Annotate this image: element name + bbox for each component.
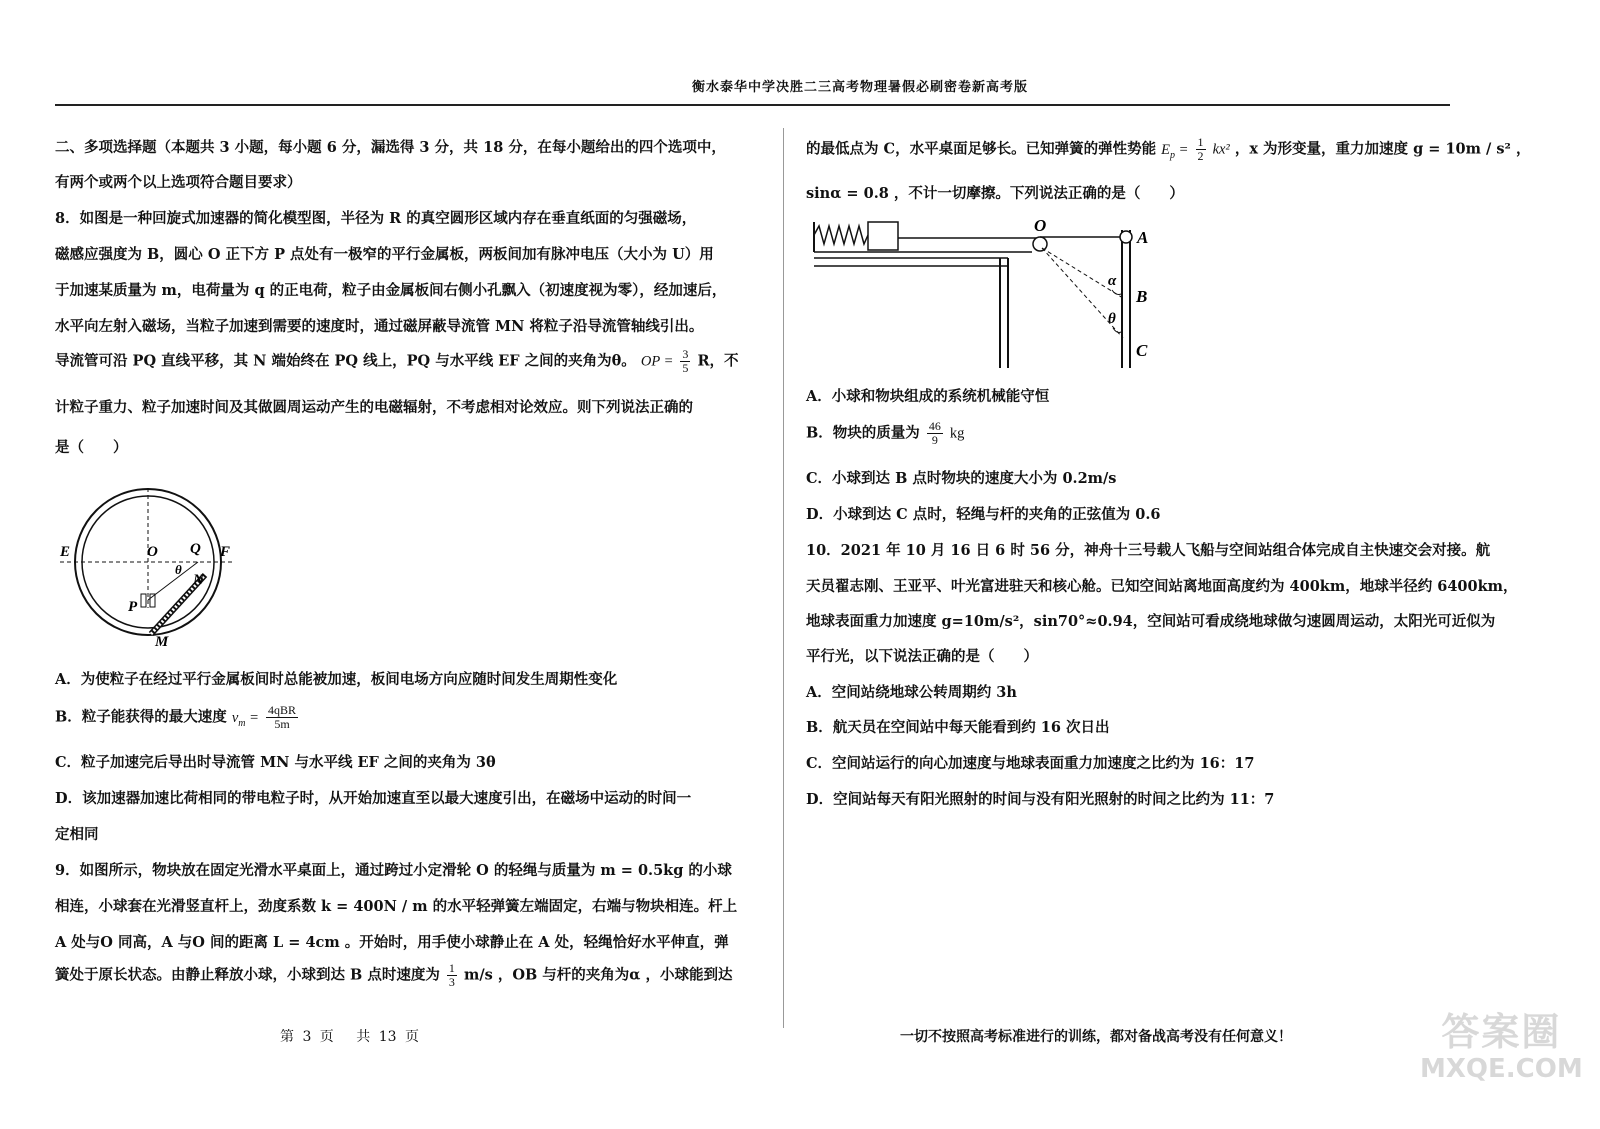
q9-line4 bbox=[55, 962, 732, 989]
q9-mass-fraction bbox=[927, 420, 943, 447]
q8-option-d-line1: D．该加速器加速比荷相同的带电粒子时，从开始加速直至以最大速度引出，在磁场中运动的时间一 bbox=[55, 790, 692, 807]
q8-line2: 磁感应强度为 B，圆心 O 正下方 P 点处有一极窄的平行金属板，两板间加有脉冲电压（大小为 U）用 bbox=[55, 246, 714, 263]
q8-vm-v: v bbox=[231, 709, 239, 726]
q9-mass-den: 9 bbox=[931, 433, 938, 447]
q8-vm-sub: m bbox=[238, 717, 246, 729]
q9-option-b bbox=[806, 420, 964, 447]
q8-vm-fraction bbox=[266, 704, 298, 731]
q8-figure bbox=[55, 480, 255, 655]
q8-label-f: F bbox=[220, 544, 231, 560]
q8-label-p: P bbox=[128, 599, 138, 615]
q9-ep-num: 1 bbox=[1197, 135, 1204, 149]
q9-vb-den: 3 bbox=[448, 975, 455, 989]
q8-label-n: N bbox=[193, 572, 204, 588]
column-divider bbox=[783, 128, 784, 1028]
section-title-line2: 有两个或两个以上选项符合题目要求） bbox=[55, 174, 302, 191]
q8-plate-left bbox=[141, 594, 146, 607]
q9-option-c: C．小球到达 B 点时物块的速度大小为 0.2m/s bbox=[806, 470, 1117, 487]
q10-line1: 10．2021 年 10 月 16 日 6 时 56 分，神舟十三号载人飞船与空间站组合体完成自主快速交会对接。航 bbox=[806, 542, 1491, 559]
q8-line5-tail: R，不 bbox=[697, 352, 739, 370]
q9-option-a: A．小球和物块组成的系统机械能守恒 bbox=[806, 388, 1050, 405]
q9-label-alpha: α bbox=[1108, 273, 1117, 289]
q8-vm-symbol bbox=[231, 709, 259, 729]
q8-line5 bbox=[55, 348, 739, 375]
q8-option-a: A．为使粒子在经过平行金属板间时总能被加速，板间电场方向应随时间发生周期性变化 bbox=[55, 671, 618, 688]
q8-line3: 于加速某质量为 m，电荷量为 q 的正电荷，粒子由金属板间右侧小孔飘入（初速度视为零），经加速后， bbox=[55, 282, 727, 299]
q10-option-a: A．空间站绕地球公转周期约 3h bbox=[806, 684, 1017, 701]
q8-op-den: 5 bbox=[682, 361, 689, 375]
q9-figure bbox=[810, 210, 1170, 380]
q9-block bbox=[868, 222, 898, 250]
q10-option-b: B．航天员在空间站中每天能看到约 16 次日出 bbox=[806, 719, 1110, 736]
q9-ep-sub: p bbox=[1170, 149, 1176, 161]
q9-right-line1 bbox=[806, 136, 1530, 163]
q8-line1: 8．如图是一种回旋式加速器的简化模型图，半径为 R 的真空圆形区域内存在垂直纸面的匀强磁场， bbox=[55, 210, 697, 227]
q8-option-c: C．粒子加速完后导出时导流管 MN 与水平线 EF 之间的夹角为 3θ bbox=[55, 754, 496, 771]
q10-line2: 天员翟志刚、王亚平、叶光富进驻天和核心舱。已知空间站离地面高度约为 400km，地球半径约 6400km， bbox=[806, 578, 1518, 595]
q9-line2: 相连，小球套在光滑竖直杆上，劲度系数 k = 400N / m 的水平轻弹簧左端固定，右端与物块相连。杆上 bbox=[55, 898, 738, 915]
q9-line4-text: 簧处于原长状态。由静止释放小球，小球到达 B 点时速度为 bbox=[55, 966, 440, 984]
q9-ep-eq: = bbox=[1175, 141, 1189, 158]
q9-r1-text: 的最低点为 C，水平桌面足够长。已知弹簧的弹性势能 bbox=[806, 140, 1157, 158]
watermark-top: 答案圈 bbox=[1441, 1010, 1562, 1054]
q9-option-b-text: B．物块的质量为 bbox=[806, 424, 920, 442]
q8-label-theta: θ bbox=[175, 562, 182, 577]
q9-mass-num: 46 bbox=[928, 419, 941, 433]
q9-ep-den: 2 bbox=[1197, 149, 1204, 163]
page-header-title: 衡水泰华中学决胜二三高考物理暑假必刷密卷新高考版 bbox=[691, 80, 1028, 95]
q9-label-a: A bbox=[1137, 228, 1149, 247]
q9-label-o: O bbox=[1034, 216, 1047, 235]
q9-vb-fraction bbox=[447, 962, 457, 989]
q9-pulley-o bbox=[1033, 237, 1047, 251]
q8-line7: 是（ ） bbox=[55, 439, 128, 456]
section-title-line1: 二、多项选择题（本题共 3 小题，每小题 6 分，漏选得 3 分，共 18 分，在每小题给出的四个选项中， bbox=[55, 139, 726, 156]
q9-label-b: B bbox=[1136, 287, 1148, 306]
q9-option-d: D．小球到达 C 点时，轻绳与杆的夹角的正弦值为 0.6 bbox=[806, 506, 1161, 523]
q8-line6: 计粒子重力、粒子加速时间及其做圆周运动产生的电磁辐射，不考虑相对论效应。则下列说法正确的 bbox=[55, 399, 693, 416]
q9-r1-tail: ，x 为形变量，重力加速度 g = 10m / s² ， bbox=[1234, 140, 1531, 158]
q9-ep-kx: kx² bbox=[1212, 141, 1230, 158]
q8-op-fraction bbox=[680, 348, 690, 375]
footer-motto: 一切不按照高考标准进行的训练，都对备战高考没有任何意义！ bbox=[900, 1029, 1292, 1045]
q9-label-c: C bbox=[1136, 341, 1148, 360]
watermark-logo bbox=[1420, 1010, 1583, 1084]
q9-vb-num: 1 bbox=[448, 961, 455, 975]
q8-option-b bbox=[55, 704, 300, 731]
header-rule bbox=[55, 104, 1450, 106]
q8-op-symbol: OP = bbox=[640, 353, 674, 370]
q8-op-num: 3 bbox=[682, 347, 689, 361]
page-number: 第 3 页 共 13 页 bbox=[280, 1029, 419, 1045]
q8-option-d-line2: 定相同 bbox=[55, 826, 99, 843]
q8-plate-right bbox=[150, 594, 155, 607]
q9-ball-at-a bbox=[1120, 231, 1132, 243]
q10-option-d: D．空间站每天有阳光照射的时间与没有阳光照射的时间之比约为 11：7 bbox=[806, 791, 1275, 808]
q8-label-e: E bbox=[60, 544, 71, 560]
watermark-bottom: MXQE.COM bbox=[1420, 1054, 1583, 1084]
q9-angle-alpha-arc bbox=[1112, 290, 1121, 295]
q9-ep-symbol bbox=[1161, 141, 1189, 161]
q10-line3: 地球表面重力加速度 g=10m/s²，sin70°≈0.94，空间站可看成绕地球做匀速圆周运动，太阳光可近似为 bbox=[806, 613, 1496, 630]
q8-vm-num: 4qBR bbox=[267, 703, 296, 717]
q8-label-q: Q bbox=[190, 541, 201, 557]
q8-vm-den: 5m bbox=[274, 717, 290, 731]
q9-mass-unit: kg bbox=[949, 425, 965, 442]
q9-ep-e: E bbox=[1161, 141, 1171, 158]
q8-line5-text: 导流管可沿 PQ 直线平移，其 N 端始终在 PQ 线上，PQ 与水平线 EF 之间的夹角为θ。 bbox=[55, 352, 636, 370]
q9-label-theta: θ bbox=[1108, 311, 1116, 327]
q9-ep-fraction bbox=[1196, 136, 1206, 163]
q8-line4: 水平向左射入磁场，当粒子加速到需要的速度时，通过磁屏蔽导流管 MN 将粒子沿导流管轴线引出。 bbox=[55, 318, 704, 335]
q8-label-m: M bbox=[155, 634, 169, 650]
q9-line3: A 处与O 同高，A 与O 间的距离 L = 4cm 。开始时，用手使小球静止在 A 处，轻绳恰好水平伸直，弹 bbox=[55, 934, 729, 951]
q9-line1: 9．如图所示，物块放在固定光滑水平桌面上，通过跨过小定滑轮 O 的轻绳与质量为 m = 0.5kg 的小球 bbox=[55, 862, 732, 879]
q9-right-line2: sinα = 0.8 ，不计一切摩擦。下列说法正确的是（ ） bbox=[806, 185, 1184, 202]
q10-line4: 平行光，以下说法正确的是（ ） bbox=[806, 648, 1038, 665]
q8-vm-eq: = bbox=[245, 709, 259, 726]
q10-option-c: C．空间站运行的向心加速度与地球表面重力加速度之比约为 16：17 bbox=[806, 755, 1255, 772]
q8-label-o: O bbox=[147, 544, 158, 560]
q9-spring bbox=[814, 226, 868, 244]
q8-option-b-text: B．粒子能获得的最大速度 bbox=[55, 708, 227, 726]
q9-line4-tail: m/s ，OB 与杆的夹角为α ，小球能到达 bbox=[463, 966, 733, 984]
